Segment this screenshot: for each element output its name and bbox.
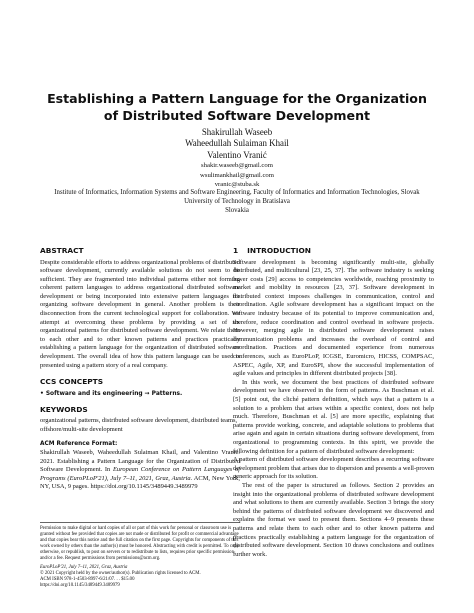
paper-title: Establishing a Pattern Language for the Organization of Distributed Software Development: [47, 91, 427, 123]
acm-reference-heading: ACM Reference Format:: [40, 441, 118, 448]
doi-line: https://doi.org/10.1145/3489449.3489979: [40, 582, 120, 588]
keywords-text: organizational patterns, distributed software development, distributed teams, offshore/multi-site development: [40, 417, 238, 433]
section-number: 1: [233, 246, 239, 255]
definition-quote: A pattern of distributed software development describes a recurring software development problem that arises due to dispersion and presents a well-proven generic approach for its solution.: [233, 456, 434, 481]
permission-footnote: [40, 522, 240, 589]
acm-reference-suffix: ACM, New York, NY, USA, 9 pages. https://doi.org/10.1145/3489449.3489979: [40, 474, 240, 491]
left-column: [40, 246, 240, 492]
section-title: INTRODUCTION: [247, 246, 311, 255]
intro-paragraph-1: Software development is becoming significantly multi-site, globally distributed, and multicultural [23, 25, 37]. The software industry is seeking lower costs [29] access to competencies worldwide, reaching proximity to market and mobility in resources [23, 37]. Software development in distributed context imposes challenges in communication, control and coordination. Agile software development has a significant impact on the software industry because of its potential to improve communication and, therefore, reduce coordination and control overhead in software projects. However, merging agile in distributed software development raises communication problems and increases the overhead of control and coordination. Practices and documented experience from numerous conferences, such as EuroPLoP, ICGSE, Euromicro, HICSS, COMPSAC, ASPEC, Agile, XP, and EuroSPI, show the successful implementation of agile values and principles in different distributed projects [38].: [233, 258, 434, 378]
ccs-heading: CCS CONCEPTS: [40, 377, 104, 387]
author-email: vranic@stuba.sk: [214, 181, 260, 189]
abstract-heading: ABSTRACT: [40, 246, 84, 255]
right-column: [233, 246, 434, 559]
intro-heading: [233, 246, 434, 256]
conference-line: EuroPLoP'21, July 7–11, 2021, Graz, Austria: [40, 564, 128, 570]
acm-reference-prefix: Shakirullah Waseeb, Waheedullah Sulaiman Khail, and Valentino Vranić. 2021. Establishing a Pattern Language for the Organization of Distributed Software Development. In: [40, 448, 240, 474]
author-name: Waheedullah Sulaiman Khail: [185, 138, 289, 149]
isbn-line: ACM ISBN 978-1-4503-8997-6/21/07. . . $15.00: [40, 576, 135, 582]
country: Slovakia: [225, 206, 249, 214]
intro-paragraph-2: In this work, we document the best practices of distributed software development we have observed in the form of patterns. As Buschman et al. [5] point out, the cliché pattern definition, which says that a pattern is a solution to a problem that arises within a specific context, does not help much. Therefore, Buschman et al. [5] are more specific, explaining that patterns provide working, concrete, and adaptable solutions to problems that arise again and again in certain situations during software development, from organizational to programming contexts. In this spirit, we provide the following definition for a pattern of distributed software development:: [233, 378, 434, 455]
author-block: [0, 127, 474, 216]
abstract-text: Despite considerable efforts to address organizational problems of distributed software development, currently available solutions do not seem to be sufficient. They are fragmented into individual patterns either not forming coherent pattern languages to address organizational distributed software development or being incorporated into extensive pattern languages for organizing software development in general. Another problem is their disconnection from the current technological support for collaboration. We attempt at overcoming these problems by providing a set of six organizational patterns for distributed software development. We relate them to each other and to other known patterns and practices practically establishing a pattern language for the organization of distributed software development. The overall idea of how this pattern language can be used is presented using a pattern story of a real company.: [40, 258, 240, 369]
keywords-heading: KEYWORDS: [40, 404, 88, 414]
author-name: Valentino Vranić: [207, 149, 267, 160]
acm-reference-text: [40, 449, 240, 492]
ccs-concept: • Software and its engineering → Patterns.: [40, 390, 183, 397]
permission-text: Permission to make digital or hard copies of all or part of this work for personal or classroom use is granted without fee provided that copies are not made or distributed for profit or commercial advantage and that copies bear this notice and the full citation on the first page. Copyrights for components of this work owned by others than the author(s) must be honored. Abstracting with credit is permitted. To copy otherwise, or republish, to post on servers or to redistribute to lists, requires prior specific permission and/or a fee. Request permissions from permissions@acm.org.: [40, 526, 240, 562]
author-email: shakir.waseeb@gmail.com: [201, 162, 273, 170]
intro-paragraph-3: The rest of the paper is structured as follows. Section 2 provides an insight into the organizational problems of distributed software development and what solutions to them are currently available. Section 3 brings the story behind the patterns of distributed software development we discovered and explains the format we used to present them. Sections 4–9 presents these patterns and relate them to each other and to other known patterns and practices practically establishing a pattern language for the organization of distributed software development. Section 10 draws conclusions and outlines further work.: [233, 481, 434, 558]
author-email: wsulimankhail@gmail.com: [200, 171, 274, 179]
affiliation: Institute of Informatics, Information Systems and Software Engineering, Faculty of Informatics and Information Technologies, Slovak University of Technology in Bratislava: [54, 189, 420, 206]
acm-reference-venue: European Conference on Pattern Languages of Programs (EuroPLoP'21), July 7–11, 2021, Graz, Austria.: [40, 466, 241, 482]
author-name: Shakirullah Waseeb: [201, 127, 273, 137]
copyright-line: © 2021 Copyright held by the owner/author(s). Publication rights licensed to ACM.: [40, 570, 201, 576]
